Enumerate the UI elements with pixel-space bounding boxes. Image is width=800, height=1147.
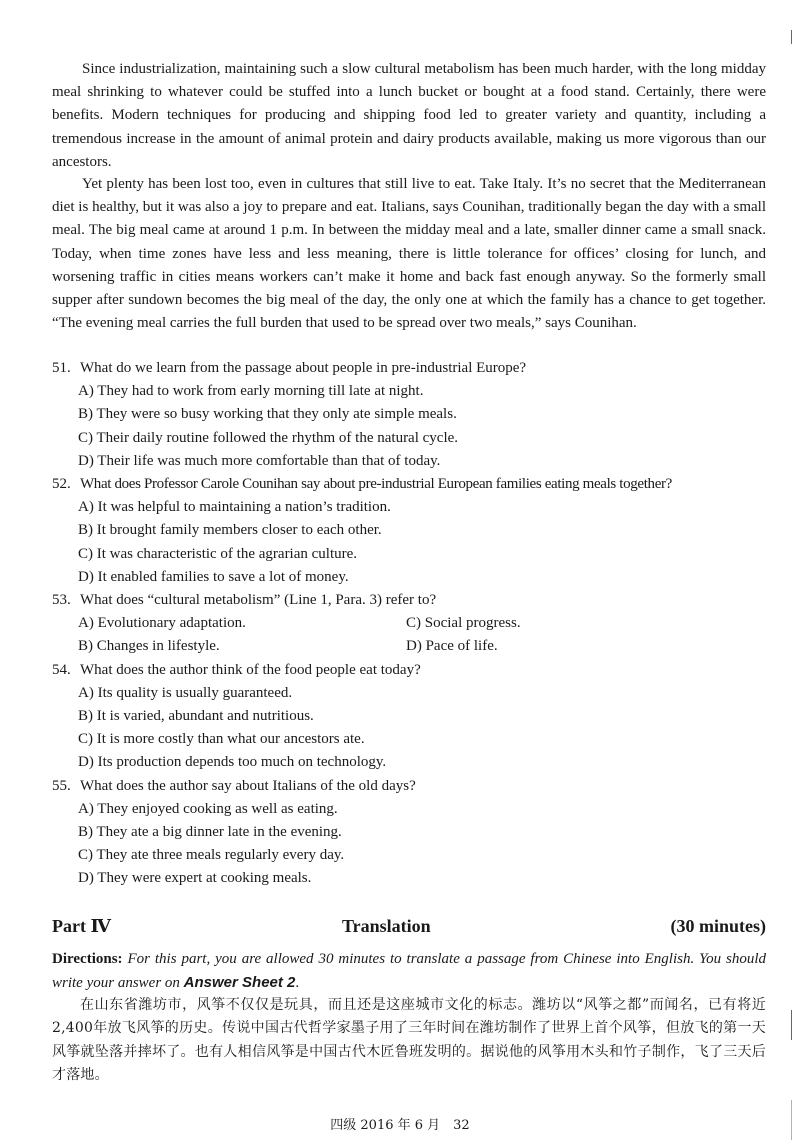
option-b: B) Changes in lifestyle. — [78, 638, 220, 655]
directions-label: Directions: — [52, 951, 123, 967]
option-c: C) It was characteristic of the agrarian culture. — [78, 545, 358, 562]
question-text: What do we learn from the passage about people in pre-industrial Europe? — [80, 360, 527, 376]
option-row — [52, 612, 766, 635]
option-a: A) Evolutionary adaptation. — [78, 615, 246, 632]
option-d: D) Its production depends too much on technology. — [78, 754, 387, 771]
part-title: Translation — [342, 916, 431, 936]
question-number: 53. — [52, 592, 71, 609]
option-c: C) Social progress. — [406, 615, 521, 632]
question-number: 51. — [52, 360, 71, 376]
chinese-passage: 在山东省潍坊市，风筝不仅仅是玩具，而且还是这座城市文化的标志。潍坊以“风筝之都”而闻名，已有将近2,400年放飞风筝的历史。传说中国古代哲学家墨子用了三年时间在潍坊制作了世界上首个风筝，但放飞的第一天风筝就坠落并摔坏了。也有人相信风筝是中国古代木匠鲁班发明的。据说他的风筝用木头和竹子制作，飞了三天后才落地。 — [52, 997, 766, 1084]
option-c: C) Their daily routine followed the rhythm of the natural cycle. — [78, 429, 459, 446]
option-b: B) It is varied, abundant and nutritious. — [78, 708, 314, 725]
part-time: (30 minutes) — [670, 916, 766, 936]
question-number: 55. — [52, 777, 71, 794]
question-stem — [52, 589, 766, 612]
question-text: What does the author say about Italians of the old days? — [80, 777, 416, 794]
question-stem — [52, 357, 766, 380]
question-51 — [52, 357, 766, 473]
directions-end: . — [295, 975, 300, 992]
part-label: Part Ⅳ — [52, 916, 111, 936]
question-text: What does the author think of the food people eat today? — [80, 661, 421, 678]
option-c: C) They ate three meals regularly every day. — [78, 847, 345, 864]
option-c: C) It is more costly than what our ancestors ate. — [78, 731, 365, 748]
question-54 — [52, 659, 766, 775]
question-stem — [52, 473, 766, 496]
option-d: D) Pace of life. — [406, 638, 498, 655]
question-stem — [52, 659, 766, 682]
margin-mark — [791, 1010, 792, 1040]
directions-text: For this part, you are allowed 30 minutes to translate a passage from Chinese into English. You should write your answer on — [52, 951, 766, 992]
option-a: A) Its quality is usually guaranteed. — [78, 684, 293, 701]
option-a: A) They enjoyed cooking as well as eating. — [78, 800, 338, 817]
option-b: B) They ate a big dinner late in the evening. — [78, 824, 342, 841]
question-number: 52. — [52, 476, 71, 493]
passage-paragraph-2: Yet plenty has been lost too, even in cultures that still live to eat. Take Italy. It’s no secret that the Mediterranean diet is healthy, but it was also a joy to prepare and eat. Italians, says Counihan, traditionally began the day with a small meal. The big meal came at around 1 p.m. In between the midday meal and a late, smaller dinner came a small snack. Today, when time zones have less and less meaning, there is little tolerance for offices’ closing for lunch, and worsening traffic in cities means workers can’t make it home and back fast enough anyway. So the formerly small supper after sundown becomes the big meal of the day, the only one at which the family has a chance to get together. “The evening meal carries the full burden that used to be spread over two meals,” says Counihan. — [52, 176, 766, 332]
option-a: A) It was helpful to maintaining a nation’s tradition. — [78, 499, 391, 516]
option-b: B) It brought family members closer to each other. — [78, 522, 382, 539]
directions — [52, 948, 766, 995]
question-number: 54. — [52, 661, 71, 678]
option-b: B) They were so busy working that they only ate simple meals. — [78, 406, 457, 423]
option-d: D) They were expert at cooking meals. — [78, 870, 312, 887]
margin-mark — [791, 30, 792, 44]
margin-mark — [791, 1100, 792, 1140]
question-stem — [52, 775, 766, 798]
question-list — [52, 357, 766, 891]
question-text: What does Professor Carole Counihan say about pre-industrial European families eating meals together? — [80, 476, 672, 493]
option-row — [52, 635, 766, 658]
question-52 — [52, 473, 766, 589]
question-53 — [52, 589, 766, 659]
question-text: What does “cultural metabolism” (Line 1, Para. 3) refer to? — [80, 592, 437, 609]
option-d: D) Their life was much more comfortable than that of today. — [78, 452, 441, 469]
page-footer: 四级 2016 年 6 月 32 — [330, 1118, 470, 1133]
option-a: A) They had to work from early morning till late at night. — [78, 383, 424, 400]
question-55 — [52, 775, 766, 891]
option-d: D) It enabled families to save a lot of money. — [78, 568, 349, 585]
answer-sheet-ref: Answer Sheet 2 — [183, 974, 296, 992]
passage-paragraph-1: Since industrialization, maintaining such a slow cultural metabolism has been much harder, with the long midday meal shrinking to whatever could be stuffed into a lunch bucket or bought at a food stand. Certainly, there were benefits. Modern techniques for producing and shipping food led to greater variety and quantity, including a tremendous increase in the amount of animal protein and dairy products available, making us more vigorous than our ancestors. — [52, 61, 766, 170]
